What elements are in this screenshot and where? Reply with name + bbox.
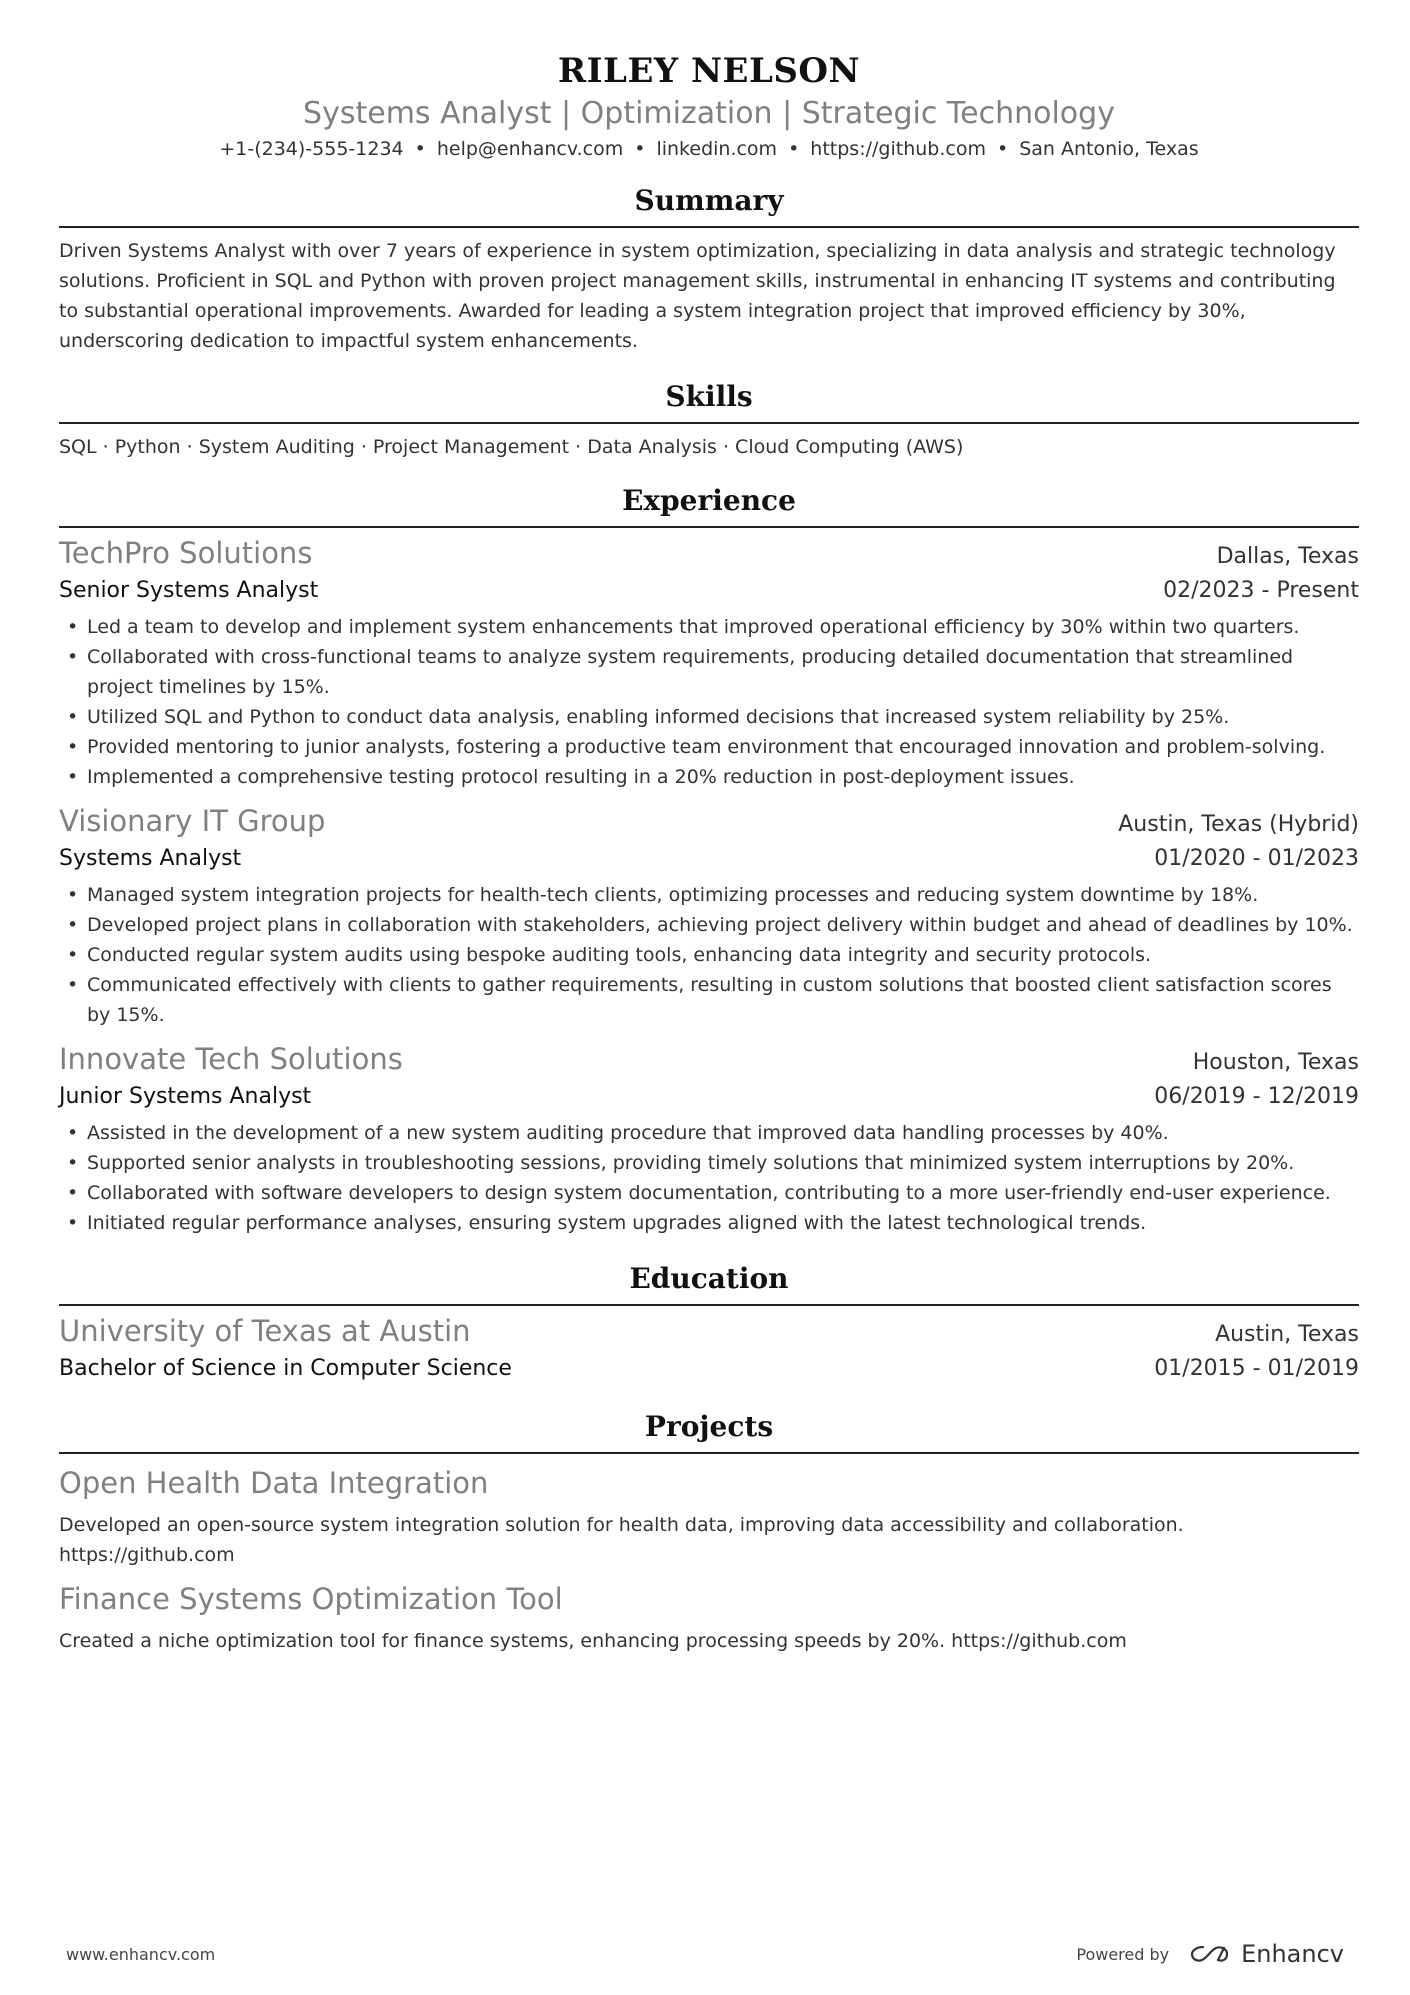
linkedin-link[interactable]: linkedin.com [656,138,778,160]
list-item: • Managed system integration projects for health-tech clients, optimizing processes and reducing system downtime by 18%. [87,880,1359,910]
project-entry [59,1464,1359,1570]
footer-website-link[interactable]: www.enhancv.com [66,1944,216,1964]
experience-entry [59,1040,1359,1238]
company-name: TechPro Solutions [59,536,313,570]
candidate-title: Systems Analyst | Optimization | Strategic Technology [303,96,1115,131]
skills-list: SQL · Python · System Auditing · Project Management · Data Analysis · Cloud Computing (AWS) [59,436,964,458]
list-item: • Communicated effectively with clients to gather requirements, resulting in custom solutions that boosted client satisfaction scores by 15%. [87,970,1359,1030]
project-description: Created a niche optimization tool for finance systems, enhancing processing speeds by 20%. https://github.com [59,1630,1127,1652]
project-description: Developed an open-source system integration solution for health data, improving data accessibility and collaboration. https://github.com [59,1514,1184,1566]
powered-by [1076,1940,1344,1968]
project-title: Finance Systems Optimization Tool [59,1582,563,1616]
education-dates: 01/2015 - 01/2019 [1154,1356,1359,1381]
list-item: • Collaborated with cross-functional teams to analyze system requirements, producing detailed documentation that streamlined project timelines by 15%. [87,642,1359,702]
phone: +1-(234)-555-1234 [219,138,404,160]
job-dates: 06/2019 - 12/2019 [1154,1084,1359,1109]
list-item: • Conducted regular system audits using bespoke auditing tools, enhancing data integrity and security protocols. [87,940,1359,970]
job-bullets [59,880,1359,1030]
summary-text: Driven Systems Analyst with over 7 years of experience in system optimization, specializing in data analysis and strategic technology solutions. Proficient in SQL and Python with proven project management skills, instrumental in enhancing IT systems and contributing to substantial operational improvements. Awarded for leading a system integration project that improved efficiency by 30%, underscoring dedication to impactful system enhancements. [59,240,1336,352]
job-role: Systems Analyst [59,846,242,871]
company-name: Visionary IT Group [59,804,326,838]
experience-entry [59,802,1359,1030]
education-entry [59,1312,1359,1386]
job-role: Senior Systems Analyst [59,578,319,603]
github-link[interactable]: https://github.com [810,138,986,160]
job-location: Houston, Texas [1192,1050,1359,1075]
job-dates: 01/2020 - 01/2023 [1154,846,1359,871]
list-item: • Initiated regular performance analyses, ensuring system upgrades aligned with the latest technological trends. [87,1208,1359,1238]
job-location: Austin, Texas (Hybrid) [1118,812,1359,837]
school-name: University of Texas at Austin [59,1314,471,1348]
contact-line: +1-(234)-555-1234 • help@enhancv.com • linkedin.com • https://github.com • San Antonio, Texas [219,138,1199,160]
list-item: • Collaborated with software developers to design system documentation, contributing to a more user-friendly end-user experience. [87,1178,1359,1208]
location: San Antonio, Texas [1019,138,1199,160]
section-heading-experience: Experience [59,482,1359,528]
page-footer [66,1940,1344,1968]
section-heading-projects: Projects [59,1408,1359,1454]
section-heading-skills: Skills [59,378,1359,424]
experience-entry [59,534,1359,792]
school-location: Austin, Texas [1215,1322,1359,1347]
list-item: • Implemented a comprehensive testing protocol resulting in a 20% reduction in post-deployment issues. [87,762,1359,792]
job-role: Junior Systems Analyst [59,1084,312,1109]
enhancv-logo[interactable] [1189,1940,1344,1968]
email-link[interactable]: help@enhancv.com [436,138,624,160]
enhancv-logo-icon [1189,1943,1233,1965]
candidate-name: RILEY NELSON [557,51,861,91]
resume-page [59,0,1359,1656]
list-item: • Supported senior analysts in troubleshooting sessions, providing timely solutions that minimized system interruptions by 20%. [87,1148,1359,1178]
company-name: Innovate Tech Solutions [59,1042,403,1076]
job-bullets [59,1118,1359,1238]
list-item: • Provided mentoring to junior analysts, fostering a productive team environment that encouraged innovation and problem-solving. [87,732,1359,762]
resume-header [59,0,1359,164]
list-item: • Developed project plans in collaboration with stakeholders, achieving project delivery within budget and ahead of deadlines by 10%. [87,910,1359,940]
brand-name: Enhancv [1241,1940,1344,1968]
list-item: • Utilized SQL and Python to conduct data analysis, enabling informed decisions that increased system reliability by 25%. [87,702,1359,732]
section-heading-summary: Summary [59,182,1359,228]
degree: Bachelor of Science in Computer Science [59,1356,512,1381]
section-heading-education: Education [59,1260,1359,1306]
job-location: Dallas, Texas [1216,544,1359,569]
project-entry [59,1580,1359,1656]
list-item: • Led a team to develop and implement system enhancements that improved operational efficiency by 30% within two quarters. [87,612,1359,642]
job-bullets [59,612,1359,792]
project-title: Open Health Data Integration [59,1466,489,1500]
job-dates: 02/2023 - Present [1163,578,1359,603]
powered-by-label: Powered by [1076,1944,1170,1964]
list-item: • Assisted in the development of a new system auditing procedure that improved data handling processes by 40%. [87,1118,1359,1148]
